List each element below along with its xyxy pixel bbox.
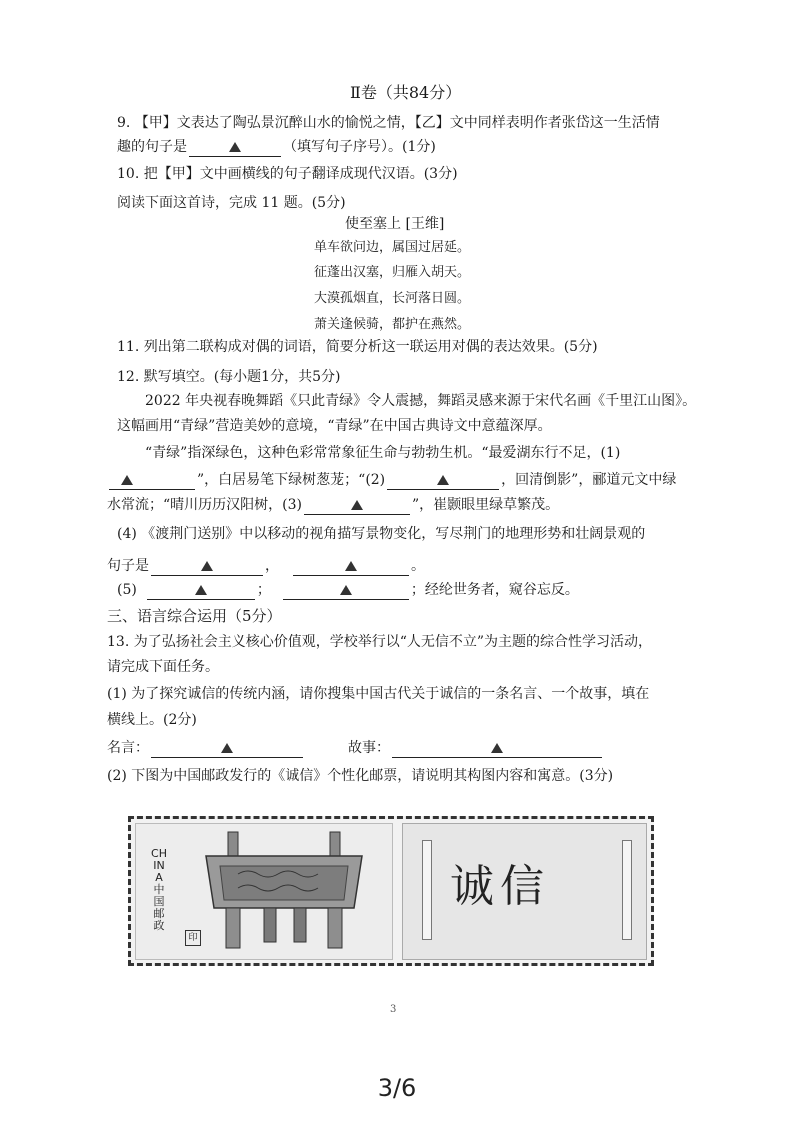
item5-prefix: (5) xyxy=(117,582,137,598)
poem-line-4: 萧关逢候骑，都护在燕然。 xyxy=(314,317,471,332)
scroll-rod-left xyxy=(422,840,432,940)
section-title: Ⅱ卷（共84分） xyxy=(350,83,462,102)
section3-heading: 三、语言综合运用（5分） xyxy=(107,607,282,625)
poem-line-1: 单车欲问边，属国过居延。 xyxy=(314,240,471,255)
bronze-ding-icon xyxy=(198,830,370,950)
triangle-icon xyxy=(201,561,213,571)
triangle-icon xyxy=(195,585,207,595)
q12-para1-line1: 2022 年央视春晚舞蹈《只此青绿》令人震撼，舞蹈灵感来源于宋代名画《千里江山图》。 xyxy=(145,393,697,409)
poem-line-3: 大漠孤烟直，长河落日圆。 xyxy=(314,291,471,306)
q13-line2: 请完成下面任务。 xyxy=(107,659,219,675)
item4-prefix: 句子是 xyxy=(107,558,149,574)
stamp-seal: 印 xyxy=(185,930,201,946)
q12-line3-start: 水常流；“晴川历历汉阳树，(3) xyxy=(107,497,302,513)
q12-item4-line1: (4) 《渡荆门送别》中以移动的视角描写景物变化，写尽荆门的地理形势和壮阔景观的 xyxy=(117,526,646,542)
page-number: 3 xyxy=(390,1004,397,1015)
q12-item4-line2 xyxy=(107,556,425,576)
triangle-icon xyxy=(351,500,363,510)
story-blank[interactable] xyxy=(392,741,602,758)
story-label: 故事： xyxy=(348,740,390,756)
story-row xyxy=(348,738,604,758)
triangle-icon xyxy=(221,743,233,753)
q9-line2 xyxy=(117,137,436,157)
q10-text: 10. 把【甲】文中画横线的句子翻译成现代汉语。(3分) xyxy=(117,166,458,182)
poem-line-2: 征蓬出汉塞，归雁入胡天。 xyxy=(314,265,471,280)
q9-suffix: （填写句子序号）。(1分) xyxy=(283,139,436,155)
q13-sub2: (2) 下图为中国邮政发行的《诚信》个性化邮票，请说明其构图内容和寓意。(3分) xyxy=(107,768,614,784)
motto-row xyxy=(107,738,305,758)
answer-blank[interactable] xyxy=(189,140,281,157)
q13-sub1-line2: 横线上。(2分) xyxy=(107,712,197,728)
q12-para1-line2: 这幅画用“青绿”营造美妙的意境，“青绿”在中国古典诗文中意蕴深厚。 xyxy=(117,418,552,434)
fill-blank-5b[interactable] xyxy=(283,583,409,600)
q13-line1: 13. 为了弘扬社会主义核心价值观，学校举行以“人无信不立”为主题的综合性学习活动， xyxy=(107,634,653,650)
q12-item5 xyxy=(117,580,579,600)
q12-heading: 12. 默写填空。(每小题1分，共5分) xyxy=(117,369,341,385)
triangle-icon xyxy=(345,561,357,571)
q13-sub1-line1: (1) 为了探究诚信的传统内涵，请你搜集中国古代关于诚信的一条名言、一个故事，填在 xyxy=(107,686,650,702)
q12-para2-line1: “青绿”指深绿色，这种色彩常常象征生命与勃勃生机。“最爱湖东行不足，(1) xyxy=(145,445,621,461)
fill-blank-1[interactable] xyxy=(109,473,195,490)
q12-line3-end: ”，崔颢眼里绿草繁茂。 xyxy=(412,497,560,513)
comma: ， xyxy=(265,558,279,574)
q9-prefix: 趣的句子是 xyxy=(117,139,187,155)
fill-blank-3[interactable] xyxy=(304,498,410,515)
china-post-label: CHINA中国邮政 xyxy=(151,847,167,932)
period: 。 xyxy=(411,558,425,574)
item5-end: ；经纶世务者，窥谷忘反。 xyxy=(410,582,579,598)
q11-text: 11. 列出第二联构成对偶的词语，简要分析这一联运用对偶的表达效果。(5分) xyxy=(117,339,598,355)
triangle-icon xyxy=(340,585,352,595)
fill-blank-5a[interactable] xyxy=(147,583,255,600)
fill-blank-4a[interactable] xyxy=(151,559,263,576)
poem-title: 使至塞上 [王维] xyxy=(345,216,445,232)
triangle-icon xyxy=(229,142,241,152)
fill-blank-2[interactable] xyxy=(387,473,499,490)
triangle-icon xyxy=(437,475,449,485)
page-indicator: 3/6 xyxy=(377,1074,417,1102)
q12-line2-mid: ”，白居易笔下绿树葱茏；“(2) xyxy=(197,472,386,488)
q12-para2-line2 xyxy=(107,470,676,490)
q12-line2-end: ，回清倒影”，郦道元文中绿 xyxy=(501,472,677,488)
fill-blank-4b[interactable] xyxy=(293,559,409,576)
motto-label: 名言： xyxy=(107,740,149,756)
triangle-icon xyxy=(491,743,503,753)
motto-blank[interactable] xyxy=(151,741,303,758)
reading-intro: 阅读下面这首诗，完成 11 题。(5分) xyxy=(117,195,346,211)
scroll-rod-right xyxy=(622,840,632,940)
chengxin-calligraphy: 诚信 xyxy=(450,861,550,912)
semicolon: ； xyxy=(256,582,271,598)
triangle-icon xyxy=(121,475,133,485)
q12-para2-line3 xyxy=(107,495,559,515)
q9-line1: 9. 【甲】文表达了陶弘景沉醉山水的愉悦之情，【乙】文中同样表明作者张岱这一生活情 xyxy=(117,115,660,131)
